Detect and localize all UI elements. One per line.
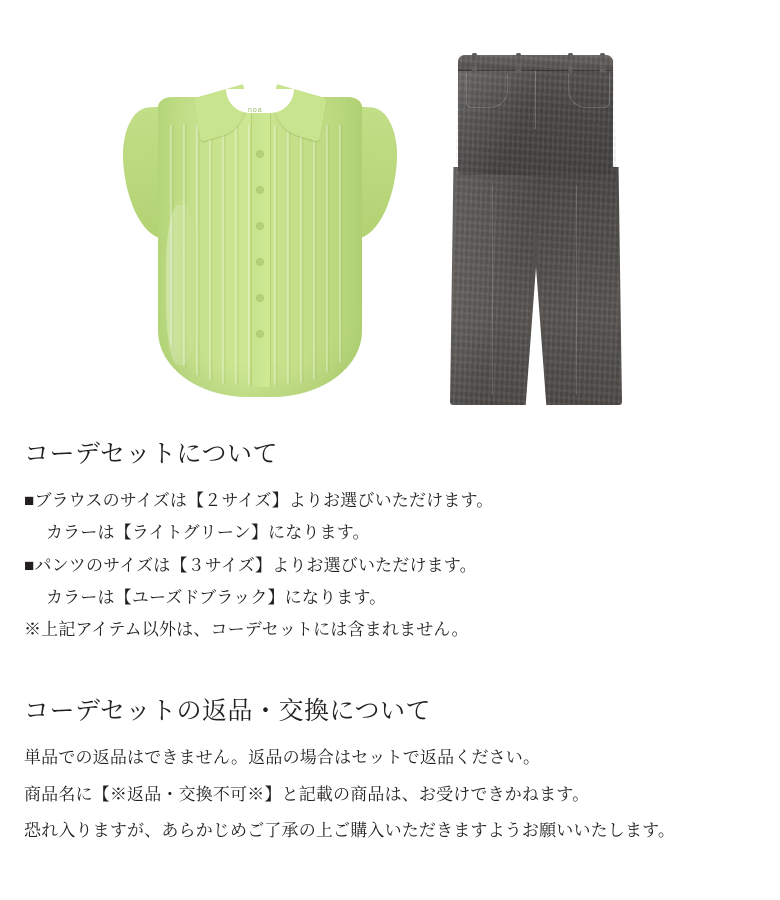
- pants-pocket-right: [568, 73, 610, 108]
- policy-line-3: 恐れ入りますが、あらかじめご了承の上ご購入いただきますようお願いいたします。: [24, 820, 676, 840]
- coordinate-set-heading: コーデセットについて: [24, 440, 279, 468]
- pants-belt-loop: [568, 53, 573, 73]
- pants-seam: [576, 185, 577, 395]
- pants-belt-loop: [516, 53, 521, 73]
- pants-fly-stitch: [535, 71, 536, 129]
- blouse-button: [257, 223, 263, 229]
- blouse-button: [257, 151, 263, 157]
- set-line-note: ※上記アイテム以外は、コーデセットには含まれません。: [24, 620, 469, 639]
- policy-line-1: 単品での返品はできません。返品の場合はセットで返品ください。: [24, 748, 541, 768]
- coordinate-set-info: [22, 486, 758, 645]
- pants-legs: [450, 167, 622, 405]
- blouse-highlight: [166, 205, 196, 365]
- blouse-button: [257, 259, 263, 265]
- return-policy-info: [22, 743, 758, 846]
- pants-belt-loop: [600, 53, 605, 73]
- blouse-brand-tag: noa: [248, 107, 263, 114]
- return-policy-heading: コーデセットの返品・交換について: [24, 697, 432, 726]
- product-image-area: [0, 0, 780, 420]
- blouse-button: [257, 295, 263, 301]
- pants-belt-loop: [472, 53, 477, 73]
- pants-pocket-left: [466, 73, 508, 108]
- blouse-product-image: [130, 55, 390, 400]
- pants-product-image: [420, 45, 650, 415]
- pants-seam: [492, 185, 493, 395]
- set-line-blouse-color: カラーは【ライトグリーン】になります。: [46, 523, 370, 543]
- set-line-pants-color: カラーは【ユーズドブラック】になります。: [46, 587, 387, 607]
- set-line-blouse-size: ■ブラウスのサイズは【２サイズ】よりお選びいただけます。: [24, 491, 494, 510]
- policy-line-2: 商品名に【※返品・交換不可※】と記載の商品は、お受けできかねます。: [24, 784, 590, 804]
- pants-waistband: [458, 55, 613, 71]
- blouse-button: [257, 187, 263, 193]
- set-line-pants-size: ■パンツのサイズは【３サイズ】よりお選びいただけます。: [24, 555, 477, 575]
- description-text-area: [0, 420, 780, 852]
- blouse-button: [257, 331, 263, 337]
